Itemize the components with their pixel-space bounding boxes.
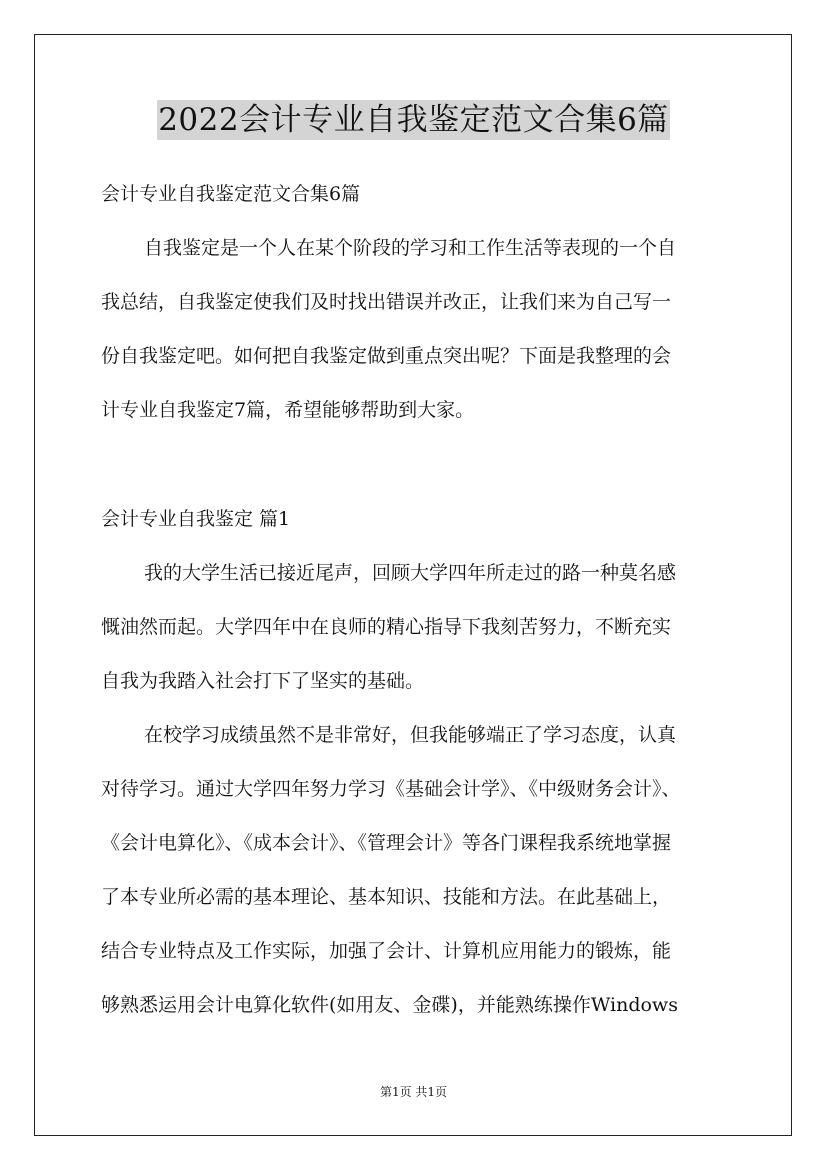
document-subtitle: 会计专业自我鉴定范文合集6篇 xyxy=(101,183,361,205)
paragraph-line: 在校学习成绩虽然不是非常好，但我能够端正了学习态度，认真 xyxy=(144,724,677,746)
intro-line: 份自我鉴定吧。如何把自我鉴定做到重点突出呢？下面是我整理的会 xyxy=(101,345,672,367)
paragraph-line: 够熟悉运用会计电算化软件(如用友、金碟)，并能熟练操作Windows xyxy=(101,994,678,1016)
paragraph-line: 《会计电算化》、《成本会计》、《管理会计》等各门课程我系统地掌握 xyxy=(101,832,672,854)
intro-line: 自我鉴定是一个人在某个阶段的学习和工作生活等表现的一个自 xyxy=(144,237,677,259)
paragraph-line: 结合专业特点及工作实际，加强了会计、计算机应用能力的锻炼，能 xyxy=(101,940,672,962)
paragraph-line: 自我为我踏入社会打下了坚实的基础。 xyxy=(101,670,425,692)
paragraph-line: 了本专业所必需的基本理论、基本知识、技能和方法。在此基础上， xyxy=(101,886,672,908)
paragraph-line: 对待学习。通过大学四年努力学习《基础会计学》、《中级财务会计》、 xyxy=(101,778,681,800)
intro-line: 计专业自我鉴定7篇，希望能够帮助到大家。 xyxy=(101,399,475,421)
section-heading: 会计专业自我鉴定 篇1 xyxy=(101,508,291,530)
page-footer: 第1页 共1页 xyxy=(379,1085,448,1099)
intro-line: 我总结，自我鉴定使我们及时找出错误并改正，让我们来为自己写一 xyxy=(101,291,672,313)
title-container xyxy=(0,100,827,140)
paragraph-line: 慨油然而起。大学四年中在良师的精心指导下我刻苦努力，不断充实 xyxy=(101,616,672,638)
document-title: 2022会计专业自我鉴定范文合集6篇 xyxy=(158,102,669,138)
paragraph-line: 我的大学生活已接近尾声，回顾大学四年所走过的路一种莫名感 xyxy=(144,562,677,584)
